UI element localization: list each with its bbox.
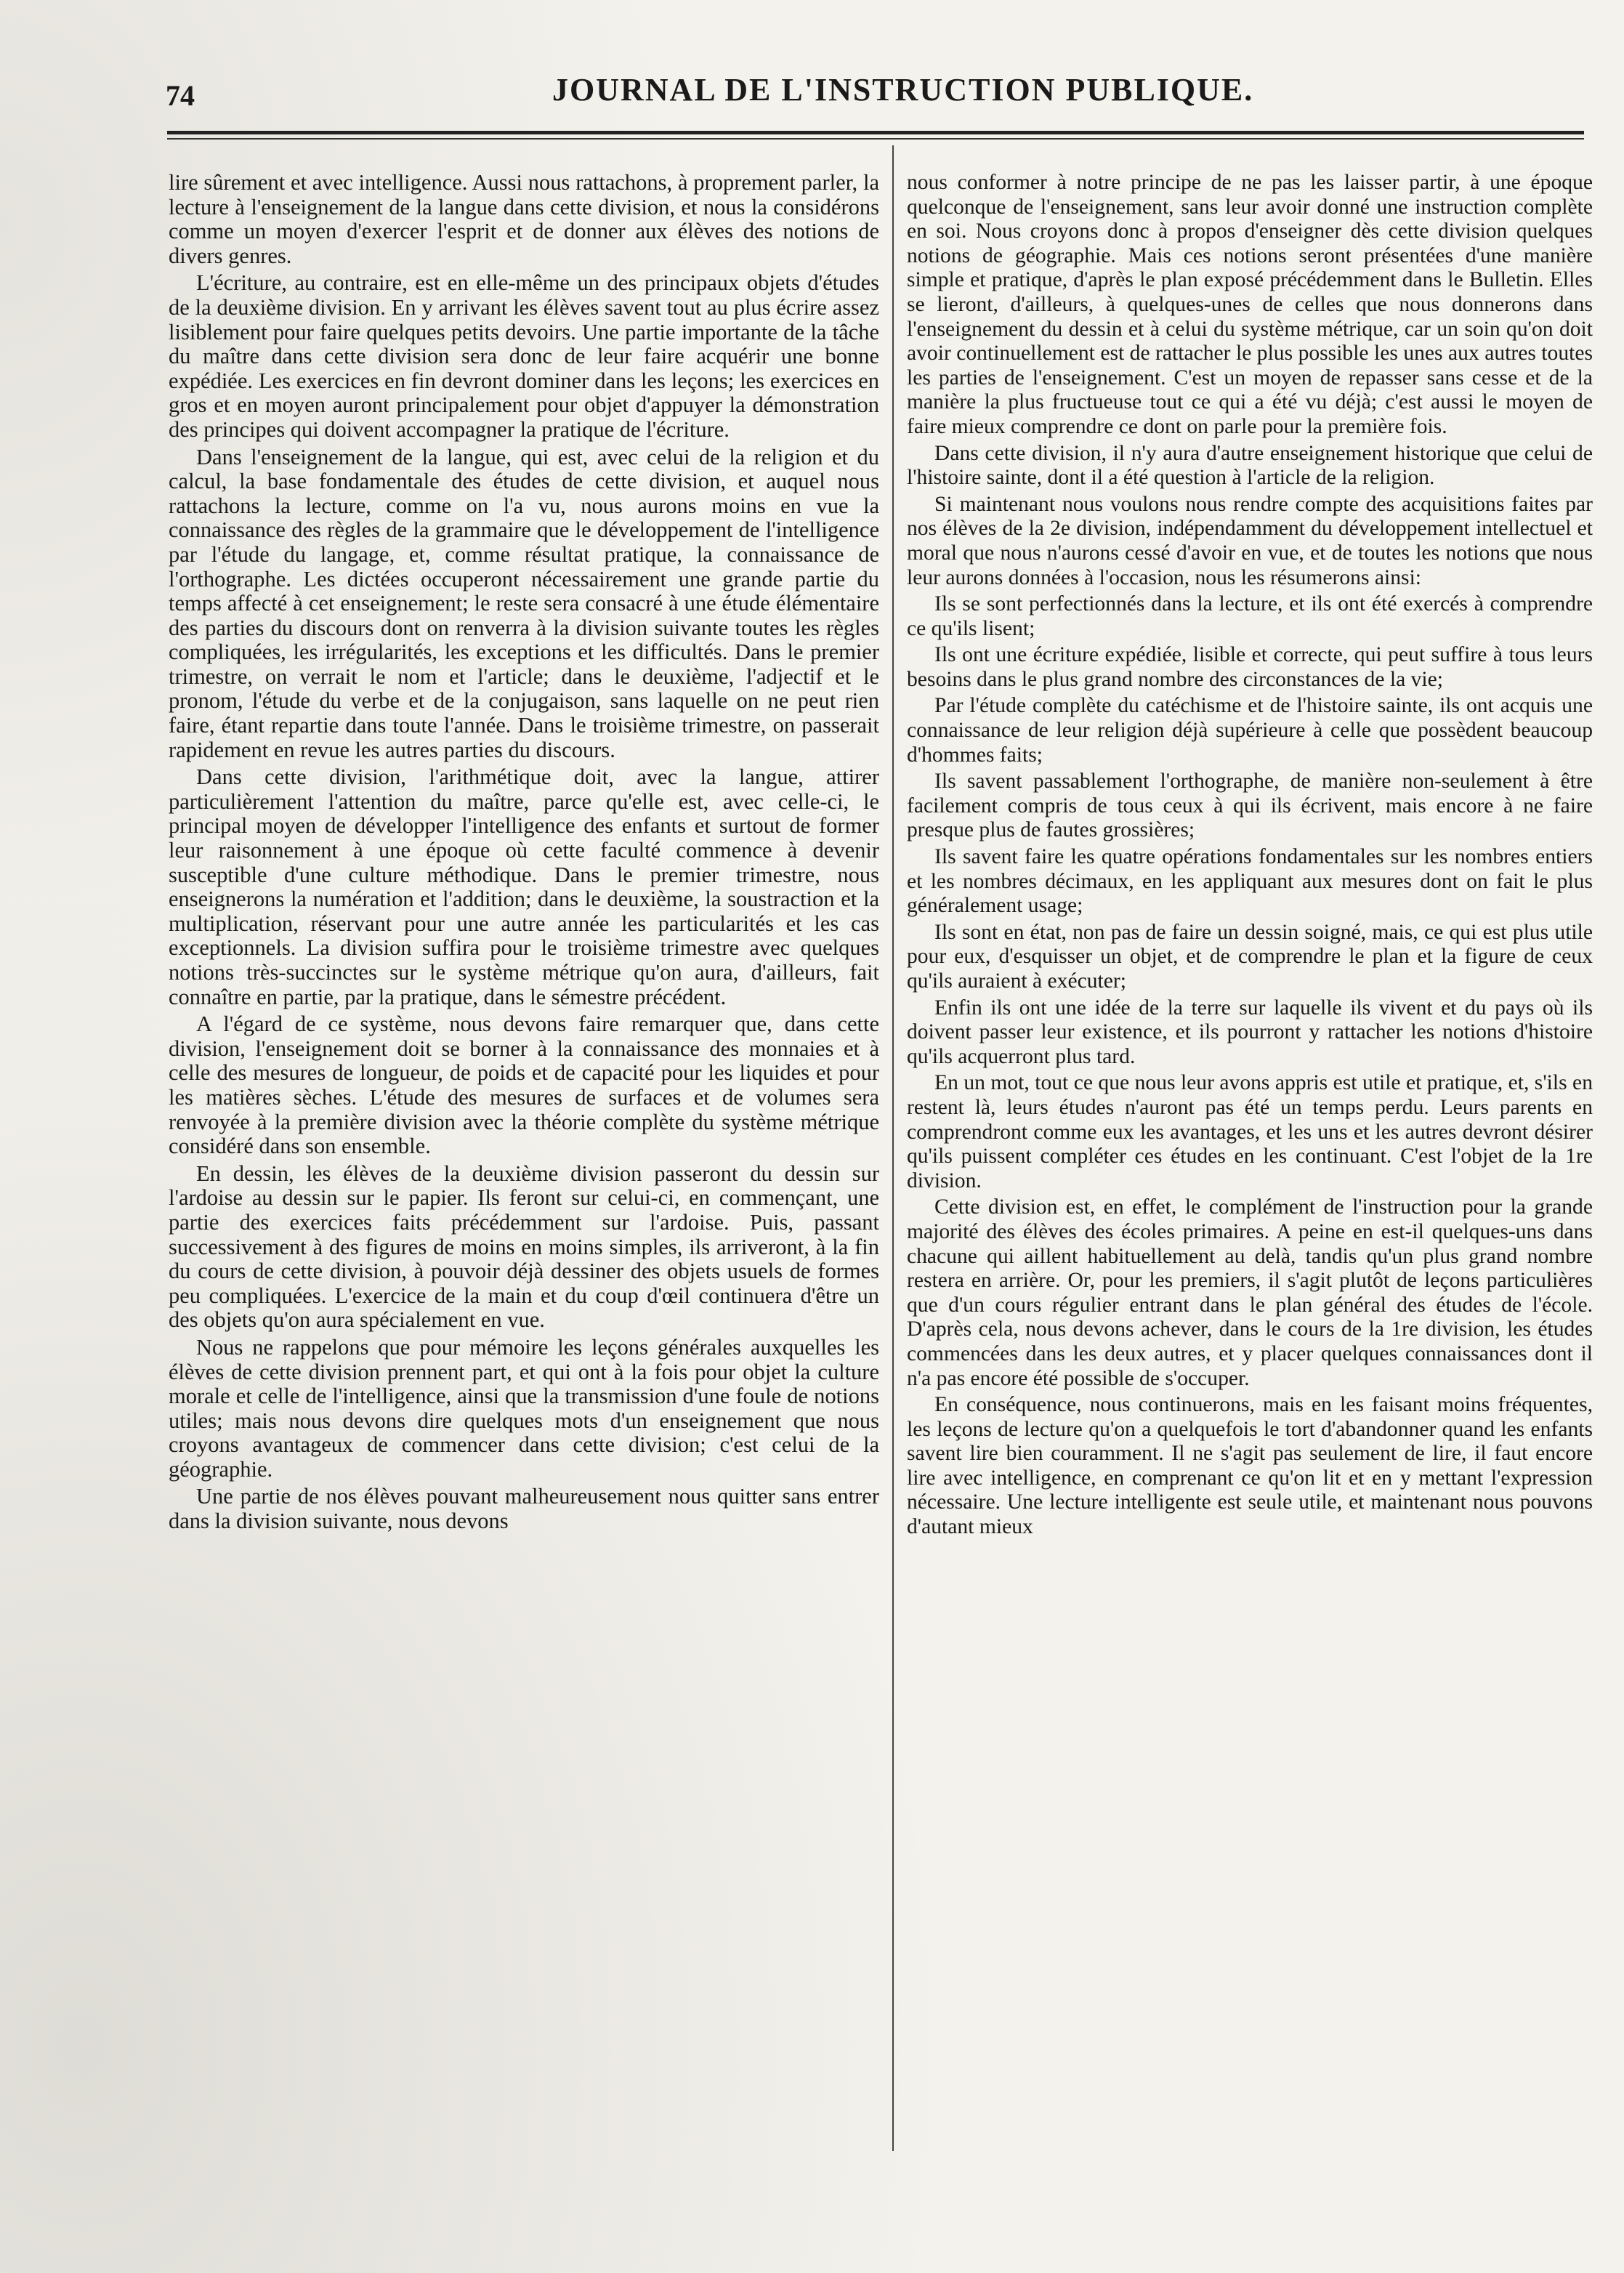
page-number: 74: [166, 79, 195, 112]
paragraph: En conséquence, nous continuerons, mais en les faisant moins fréquentes, les leçons de lecture qu'on a quelquefois le tort d'abandonner quand les enfants savent lire bien couramment. Il ne s'agit pas seulement de lire, il faut encore lire avec intelligence, en comprenant ce qu'on lit et en y mettant l'expression nécessaire. Une lecture intelligente est seule utile, et maintenant nous pouvons d'autant mieux: [907, 1393, 1593, 1539]
paragraph: A l'égard de ce système, nous devons faire remarquer que, dans cette division, l'enseignement doit se borner à la connaissance des monnaies et à celle des mesures de longueur, de poids et de capacité pour les liquides et pour les matières sèches. L'étude des mesures de surfaces et de volumes sera renvoyée à la première division avec la théorie complète du système métrique considéré dans son ensemble.: [169, 1012, 879, 1159]
paragraph: Ils ont une écriture expédiée, lisible et correcte, qui peut suffire à tous leurs besoins dans le plus grand nombre des circonstances de la vie;: [907, 643, 1593, 691]
left-column: [169, 171, 879, 1537]
paragraph: Enfin ils ont une idée de la terre sur laquelle ils vivent et du pays où ils doivent passer leur existence, et ils pourront y rattacher les notions d'histoire qu'ils acquerront plus tard.: [907, 996, 1593, 1068]
paragraph: Par l'étude complète du catéchisme et de l'histoire sainte, ils ont acquis une connaissance de leur religion déjà supérieure à celle que possèdent beaucoup d'hommes faits;: [907, 694, 1593, 767]
paragraph: Si maintenant nous voulons nous rendre compte des acquisitions faites par nos élèves de la 2e division, indépendamment du développement intellectuel et moral que nous n'aurons cessé d'avoir en vue, et de toutes les notions que nous leur aurons données à l'occasion, nous les résumerons ainsi:: [907, 492, 1593, 589]
paragraph: En dessin, les élèves de la deuxième division passeront du dessin sur l'ardoise au dessin sur le papier. Ils feront sur celui-ci, en commençant, une partie des exercices faits précédemment sur l'ardoise. Puis, passant successivement à des figures de moins en moins simples, ils arriveront, à la fin du cours de cette division, à pouvoir déjà dessiner des objets usuels de formes peu compliquées. L'exercice de la main et du coup d'œil continuera d'être un des objets qu'on aura spécialement en vue.: [169, 1160, 879, 1333]
paragraph: Ils se sont perfectionnés dans la lecture, et ils ont été exercés à comprendre ce qu'ils lisent;: [907, 592, 1593, 640]
paragraph: Ils sont en état, non pas de faire un dessin soigné, mais, ce qui est plus utile pour eux, d'esquisser un objet, et de comprendre le plan et la figure de ceux qu'ils auraient à exécuter;: [907, 920, 1593, 993]
paragraph: nous conformer à notre principe de ne pas les laisser partir, à une époque quelconque de l'enseignement, sans leur avoir donné une instruction complète en soi. Nous croyons donc à propos d'enseigner dès cette division quelques notions de géographie. Mais ces notions seront présentées d'une manière simple et pratique, d'après le plan exposé précédemment dans le Bulletin. Elles se lieront, d'ailleurs, à quelques-unes de celles que nous donnerons dans l'enseignement du dessin et à celui du système métrique, car un soin qu'on doit avoir continuellement est de rattacher le plus possible les unes aux autres toutes les parties de l'enseignement. C'est un moyen de repasser sans cesse et de la manière la plus fructueuse tout ce qui a été vu déjà; c'est aussi le moyen de faire mieux comprendre ce dont on parle pour la première fois.: [907, 171, 1593, 438]
paragraph: Ils savent passablement l'orthographe, de manière non-seulement à être facilement compris de tous ceux à qui ils écrivent, mais encore à ne faire presque plus de fautes grossières;: [907, 770, 1593, 842]
paragraph: Nous ne rappelons que pour mémoire les leçons générales auxquelles les élèves de cette division prennent part, et qui ont à la fois pour objet la culture morale et celle de l'intelligence, ainsi que la transmission d'une foule de notions utiles; mais nous devons dire quelques mots d'un enseignement que nous croyons avantageux de commencer dans cette division; c'est celui de la géographie.: [169, 1334, 879, 1482]
paragraph: Dans l'enseignement de la langue, qui est, avec celui de la religion et du calcul, la base fondamentale des études de cette division, et auquel nous rattachons la lecture, comme on l'a vu, nous aurons moins en vue la connaissance des règles de la grammaire que le développement de l'intelligence par l'étude du langage, et, comme résultat pratique, la connaissance de l'orthographe. Les dictées occuperont nécessairement une grande partie du temps affecté à cet enseignement; le reste sera consacré à une étude élémentaire des parties du discours dont on renverra à la division suivante toutes les règles compliquées, les irrégularités, les exceptions et les difficultés. Dans le premier trimestre, on verrait le nom et l'article; dans le deuxième, l'adjectif et le pronom, l'étude du verbe et de la conjugaison, sans laquelle on ne peut rien faire, étant repartie dans toute l'année. Dans le troisième trimestre, on passerait rapidement en revue les autres parties du discours.: [169, 444, 879, 762]
header-rule-thin: [167, 138, 1584, 140]
header-rule-thick: [167, 131, 1584, 134]
column-divider: [892, 145, 894, 2151]
paragraph: Dans cette division, l'arithmétique doit, avec la langue, attirer particulièrement l'attention du maître, parce qu'elle est, avec celle-ci, le principal moyen de développer l'intelligence des enfants et surtout de former leur raisonnement à une époque où cette faculté commence à devenir susceptible d'une culture méthodique. Dans le premier trimestre, nous enseignerons la numération et l'addition; dans le deuxième, la soustraction et la multiplication, réservant pour une autre année les particularités et les cas exceptionnels. La division suffira pour le troisième trimestre avec quelques notions très-succinctes sur le système métrique qu'on aura, d'ailleurs, fait connaître en partie, par la pratique, dans le sémestre précédent.: [169, 764, 879, 1009]
paragraph: Ils savent faire les quatre opérations fondamentales sur les nombres entiers et les nombres décimaux, en les appliquant aux mesures dont on fait le plus généralement usage;: [907, 845, 1593, 918]
paragraph: Dans cette division, il n'y aura d'autre enseignement historique que celui de l'histoire sainte, dont il a été question à l'article de la religion.: [907, 441, 1593, 490]
journal-title: JOURNAL DE L'INSTRUCTION PUBLIQUE.: [552, 72, 1254, 108]
paragraph: Cette division est, en effet, le complément de l'instruction pour la grande majorité des élèves des écoles primaires. A peine en est-il quelques-uns dans chacune qui aillent habituellement au delà, tandis qu'un plus grand nombre restera en arrière. Or, pour les premiers, il s'agit plutôt de leçons particulières que d'un cours régulier entrant dans le plan général des études de l'école. D'après cela, nous devons achever, dans le cours de la 1re division, les études commencées dans les deux autres, et y placer quelques connaissances dont il n'a pas encore été possible de s'occuper.: [907, 1195, 1593, 1390]
right-column: [907, 171, 1593, 1542]
paragraph: lire sûrement et avec intelligence. Aussi nous rattachons, à proprement parler, la lecture à l'enseignement de la langue dans cette division, et nous la considérons comme un moyen d'exercer l'esprit et de donner aux élèves des notions de divers genres.: [169, 170, 879, 268]
paragraph: Une partie de nos élèves pouvant malheureusement nous quitter sans entrer dans la division suivante, nous devons: [169, 1484, 879, 1534]
paragraph: L'écriture, au contraire, est en elle-même un des principaux objets d'études de la deuxième division. En y arrivant les élèves savent tout au plus écrire assez lisiblement pour faire quelques petits devoirs. Une partie importante de la tâche du maître dans cette division sera donc de leur faire acquérir une bonne expédiée. Les exercices en fin devront dominer dans les leçons; les exercices en gros et en moyen auront principalement pour objet d'appuyer la démonstration des principes qui doivent accompagner la pratique de l'écriture.: [169, 270, 879, 442]
paragraph: En un mot, tout ce que nous leur avons appris est utile et pratique, et, s'ils en restent là, leurs études n'auront pas été un temps perdu. Leurs parents en comprendront comme eux les avantages, et les uns et les autres devront désirer qu'ils puissent compléter ces études en les continuant. C'est l'objet de la 1re division.: [907, 1071, 1593, 1192]
